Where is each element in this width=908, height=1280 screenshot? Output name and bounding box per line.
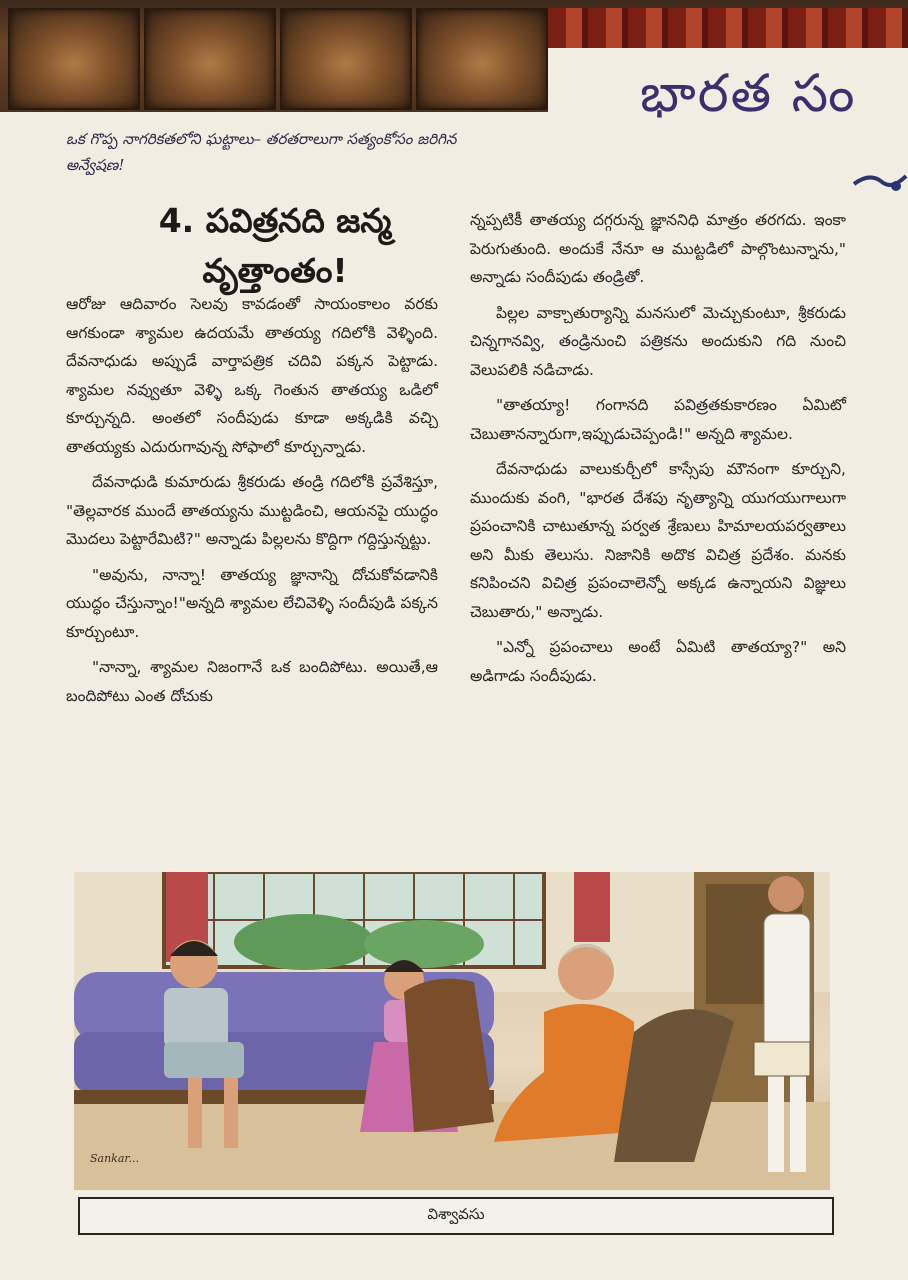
paragraph: పిల్లల వాక్చాతుర్యాన్ని మనసులో మెచ్చుకుంటూ, శ్రీకరుడు చిన్నగానవ్వి, తండ్రినుంచి పత్రికను అందుకుని గది నుంచి వెలుపలికి నడిచాడు. [470, 303, 846, 379]
footer-box [78, 1197, 834, 1235]
illustration-artwork [74, 872, 830, 1190]
carving-panel [280, 8, 412, 110]
carving-panel [8, 8, 140, 110]
paragraph: దేవనాధుడు వాలుకుర్చీలో కాస్సేపు మౌనంగా కూర్చుని, ముందుకు వంగి, "భారత దేశపు నృత్యాన్ని యుగయుగాలుగా ప్రపంచానికి చాటుతూన్న పర్వత శ్రేణులు హిమాలయపర్వతాలు అని మీకు తెలుసు. నిజానికి అదొక విచిత్ర ప్రదేశం. మనకు కనిపించని విచిత్ర ప్రపంచాలెన్నో అక్కడ ఉన్నాయని విజ్ఞులు చెబుతారు," అన్నాడు. [470, 460, 846, 621]
header-pattern-band [548, 8, 908, 48]
paragraph: న్నప్పటికీ తాతయ్య దగ్గరున్న జ్ఞాననిధి మాత్రం తరగదు. ఇంకా పెరుగుతుంది. అందుకే నేనూ ఆ ముట్టడిలో పాల్గొంటున్నాను," అన్నాడు సందీపుడు తండ్రితో. [470, 211, 846, 286]
ornament-swirl-icon [852, 170, 908, 198]
temple-carving-strip [8, 8, 548, 110]
right-text-column [470, 206, 846, 697]
tagline: ఒక గొప్ప నాగరికతలోని ఘట్టాలు– తరతరాలుగా సత్యంకోసం జరిగిన అన్వేషణ! [66, 130, 457, 174]
paragraph: "నాన్నా, శ్యామల నిజంగానే ఒక బందిపోటు. అయితే,ఆ బందిపోటు ఎంత దోచుకు [66, 658, 438, 705]
paragraph: "తాతయ్యా! గంగానది పవిత్రతకుకారణం ఏమిటో చెబుతానన్నారుగా,ఇప్పుడుచెప్పండి!" అన్నది శ్యామల. [470, 396, 846, 443]
left-text-column [66, 290, 438, 717]
paragraph: దేవనాధుడి కుమారుడు శ్రీకరుడు తండ్రి గదిలోకి ప్రవేశిస్తూ, "తెల్లవారక ముందే తాతయ్యను ముట్టడించి, ఆయనపై యుద్ధం మొదలు పెట్టారేమిటి?" అన్నాడు పిల్లలను కొద్దిగా గద్దిస్తున్నట్టు. [66, 473, 438, 548]
artist-signature: Sankar... [90, 1152, 139, 1165]
paragraph: "అవును, నాన్నా! తాతయ్య జ్ఞానాన్ని దోచుకోవడానికి యుద్ధం చేస్తున్నాం!"అన్నది శ్యామల లేచివెళ్ళి సందీపుడి పక్కన కూర్చుంటూ. [66, 565, 438, 641]
carving-panel [416, 8, 548, 110]
paragraph: ఆరోజు ఆదివారం సెలవు కావడంతో సాయంకాలం వరకు ఆగకుండా శ్యామల ఉదయమే తాతయ్య గదిలోకి వెళ్ళింది. దేవనాధుడు అప్పుడే వార్తాపత్రిక చదివి పక్కన పెట్టాడు. శ్యామల నవ్వుతూ వెళ్ళి ఒక్క గెంతున తాతయ్య ఒడిలో కూర్చున్నది. అంతలో సందీపుడు కూడా అక్కడికి వచ్చి తాతయ్యకు ఎదురుగావున్న సోఫాలో కూర్చున్నాడు. [66, 295, 438, 456]
paragraph: "ఎన్నో ప్రపంచాలు అంటే ఏమిటి తాతయ్యా?" అని అడిగాడు సందీపుడు. [470, 638, 846, 685]
chapter-title: 4. పవిత్రనది జన్మ వృత్తాంతం! [158, 201, 392, 290]
series-title: భారత సం [640, 64, 857, 124]
footer-label: విశ్వావసు [427, 1205, 485, 1223]
carving-panel [144, 8, 276, 110]
story-illustration [74, 872, 830, 1190]
